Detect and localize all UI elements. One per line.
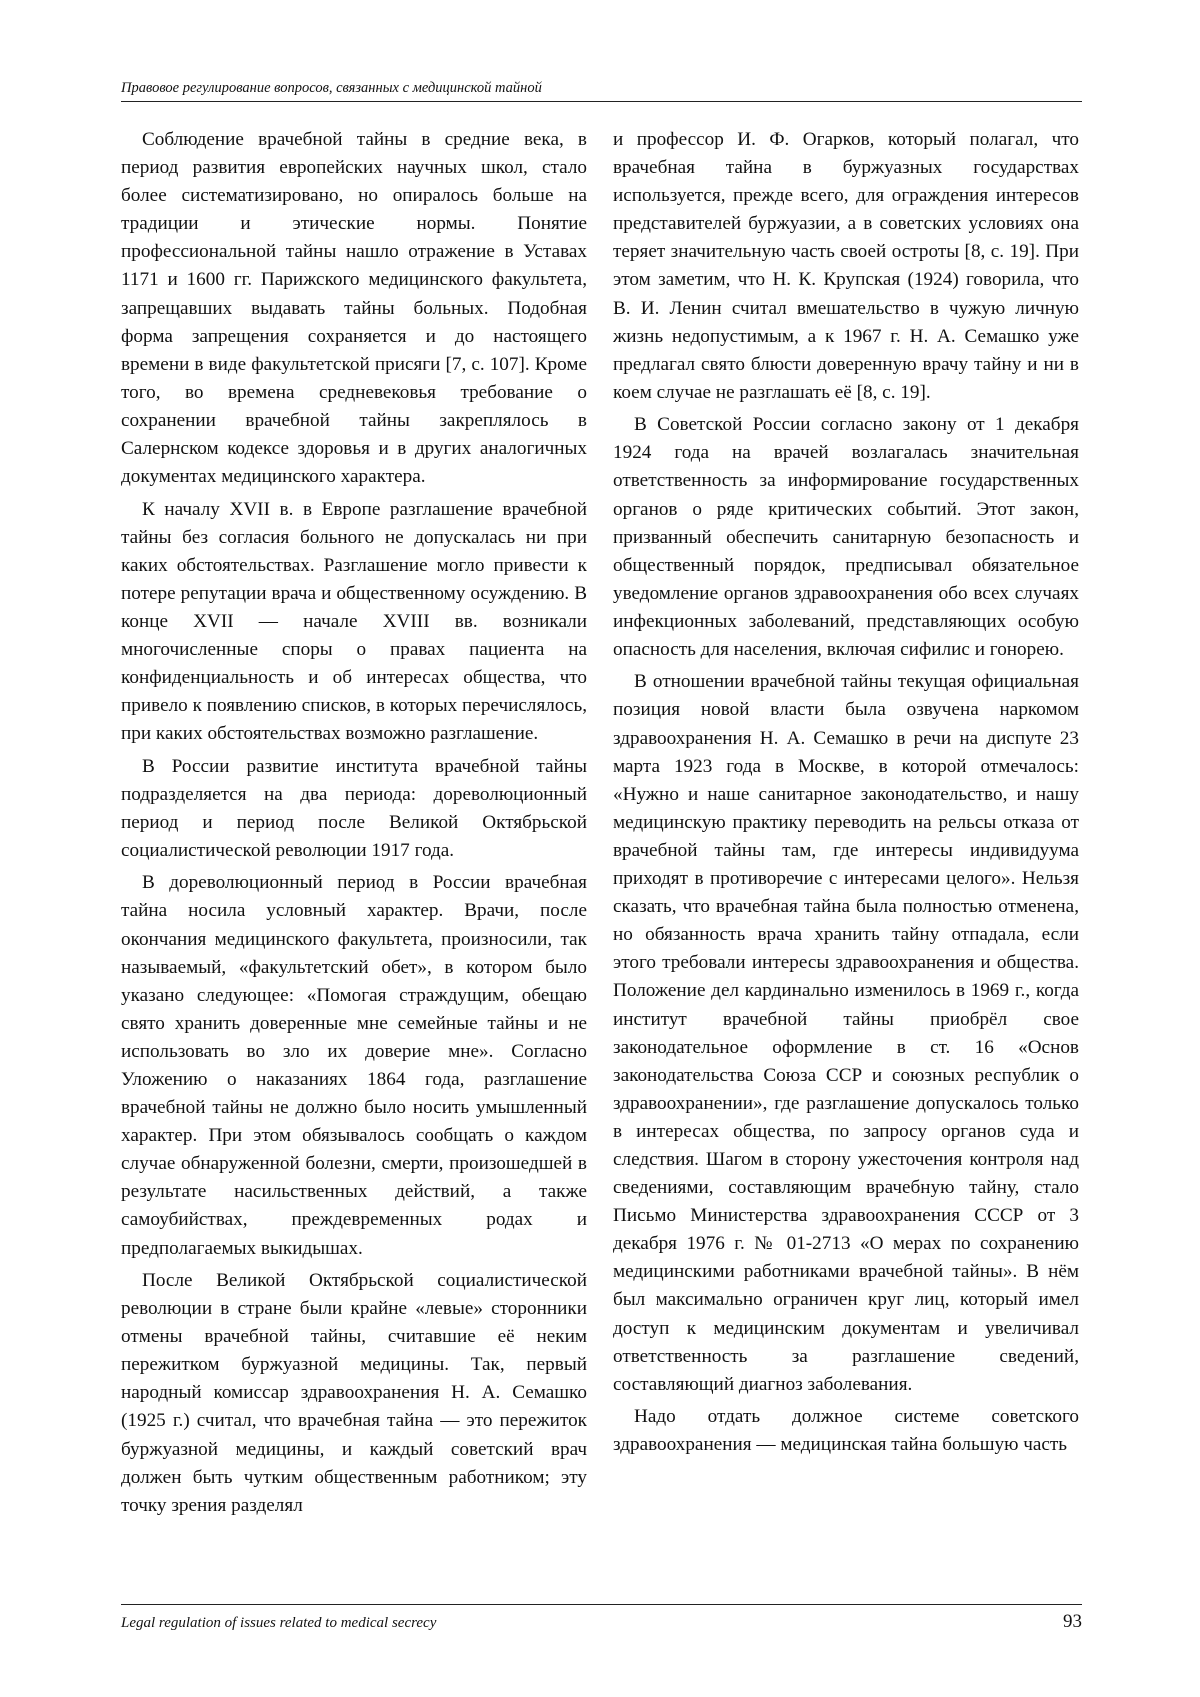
page-number: 93	[1063, 1611, 1082, 1632]
paragraph: В отношении врачебной тайны текущая официальная позиция новой власти была озвучена наркомом здравоохранения Н. А. Семашко в речи на диспуте 23 марта 1923 года в Москве, в которой отмечалось: «Нужно и наше санитарное законодательство, и нашу медицинскую практику переводить на рельсы отказа от врачебной тайны там, где интересы индивидуума приходят в противоречие с интересами целого». Нельзя сказать, что врачебная тайна была полностью отменена, но обязанность врача хранить тайну отпадала, если этого требовали интересы здравоохранения и общества. Положение дел кардинально изменилось в 1969 г., когда институт врачебной тайны приобрёл свое законодательное оформление в ст. 16 «Основ законодательства Союза ССР и союзных республик о здравоохранении», где разглашение допускалось только в интересах общества, по запросу органов суда и следствия. Шагом в сторону ужесточения контроля над сведениями, составляющим врачебную тайну, стало Письмо Министерства здравоохранения СССР от 3 декабря 1976 г. № 01-2713 «О мерах по сохранению медицинскими работниками врачебной тайны». В нём был максимально ограничен круг лиц, который имел доступ к медицинским документам и увеличивал ответственность за разглашение сведений, составляющий диагноз заболевания.	[613, 671, 1079, 1395]
paragraph-continued: и профессор И. Ф. Огарков, который полагал, что врачебная тайна в буржуазных государствах используется, прежде всего, для ограждения интересов представителей буржуазии, а в советских условиях она теряет значительную часть своей остроты [8, с. 19]. При этом заметим, что Н. К. Крупская (1924) говорила, что В. И. Ленин считал вмешательство в чужую личную жизнь недопустимым, а к 1967 г. Н. А. Семашко уже предлагал свято блюсти доверенную врачу тайну и ни в коем случае не разглашать её [8, с. 19].	[613, 129, 1079, 403]
paragraph: К началу XVII в. в Европе разглашение врачебной тайны без согласия больного не допускалась ни при каких обстоятельствах. Разглашение могло привести к потере репутации врача и общественному осуждению. В конце XVII — начале XVIII вв. возникали многочисленные споры о правах пациента на конфиденциальность и об интересах общества, что привело к появлению списков, в которых перечислялось, при каких обстоятельствах возможно разглашение.	[121, 498, 587, 745]
paragraph: В Советской России согласно закону от 1 декабря 1924 года на врачей возлагалась значительная ответственность за информирование государственных органов о ряде критических событий. Этот закон, призванный обеспечить санитарную безопасность и общественный порядок, предписывал обязательное уведомление органов здравоохранения обо всех случаях инфекционных заболеваний, представляющих особую опасность для населения, включая сифилис и гонорею.	[613, 414, 1079, 660]
paragraph: Надо отдать должное системе советского здравоохранения — медицинская тайна большую часть	[613, 1406, 1079, 1456]
footer-title: Legal regulation of issues related to medical secrecy	[121, 1615, 437, 1631]
paragraph: После Великой Октябрьской социалистической революции в стране были крайне «левые» сторонники отмены врачебной тайны, считавшие её неким пережитком буржуазной медицины. Так, первый народный комиссар здравоохранения Н. А. Семашко (1925 г.) считал, что врачебная тайна — это пережиток буржуазной медицины, и каждый советский врач должен быть чутким общественным работником; эту точку зрения разделял	[121, 1269, 587, 1516]
left-column	[121, 126, 587, 1524]
paragraph: В дореволюционный период в России врачебная тайна носила условный характер. Врачи, после окончания медицинского факультета, произносили, так называемый, «факультетский обет», в котором было указано следующее: «Помогая страждущим, обещаю свято хранить доверенные мне семейные тайны и не использовать во зло их доверие мне». Согласно Уложению о наказаниях 1864 года, разглашение врачебной тайны не должно было носить умышленный характер. При этом обязывалось сообщать о каждом случае обнаруженной болезни, смерти, произошедшей в результате насильственных действий, а также самоубийствах, преждевременных родах и предполагаемых выкидышах.	[121, 872, 587, 1259]
right-column	[613, 126, 1079, 1464]
page-footer	[121, 1604, 1082, 1633]
running-header: Правовое регулирование вопросов, связанных с медицинской тайной	[121, 78, 1082, 102]
paragraph: В России развитие института врачебной тайны подразделяется на два периода: дореволюционный период и период после Великой Октябрьской социалистической революции 1917 года.	[121, 755, 587, 861]
paragraph: Соблюдение врачебной тайны в средние века, в период развития европейских научных школ, стало более систематизировано, но опиралось больше на традиции и этические нормы. Понятие профессиональной тайны нашло отражение в Уставах 1171 и 1600 гг. Парижского медицинского факультета, запрещавших выдавать тайны больных. Подобная форма запрещения сохраняется и до настоящего времени в виде факультетской присяги [7, с. 107]. Кроме того, во времена средневековья требование о сохранении врачебной тайны закреплялось в Салернском кодексе здоровья и в других аналогичных документах медицинского характера.	[121, 129, 587, 488]
